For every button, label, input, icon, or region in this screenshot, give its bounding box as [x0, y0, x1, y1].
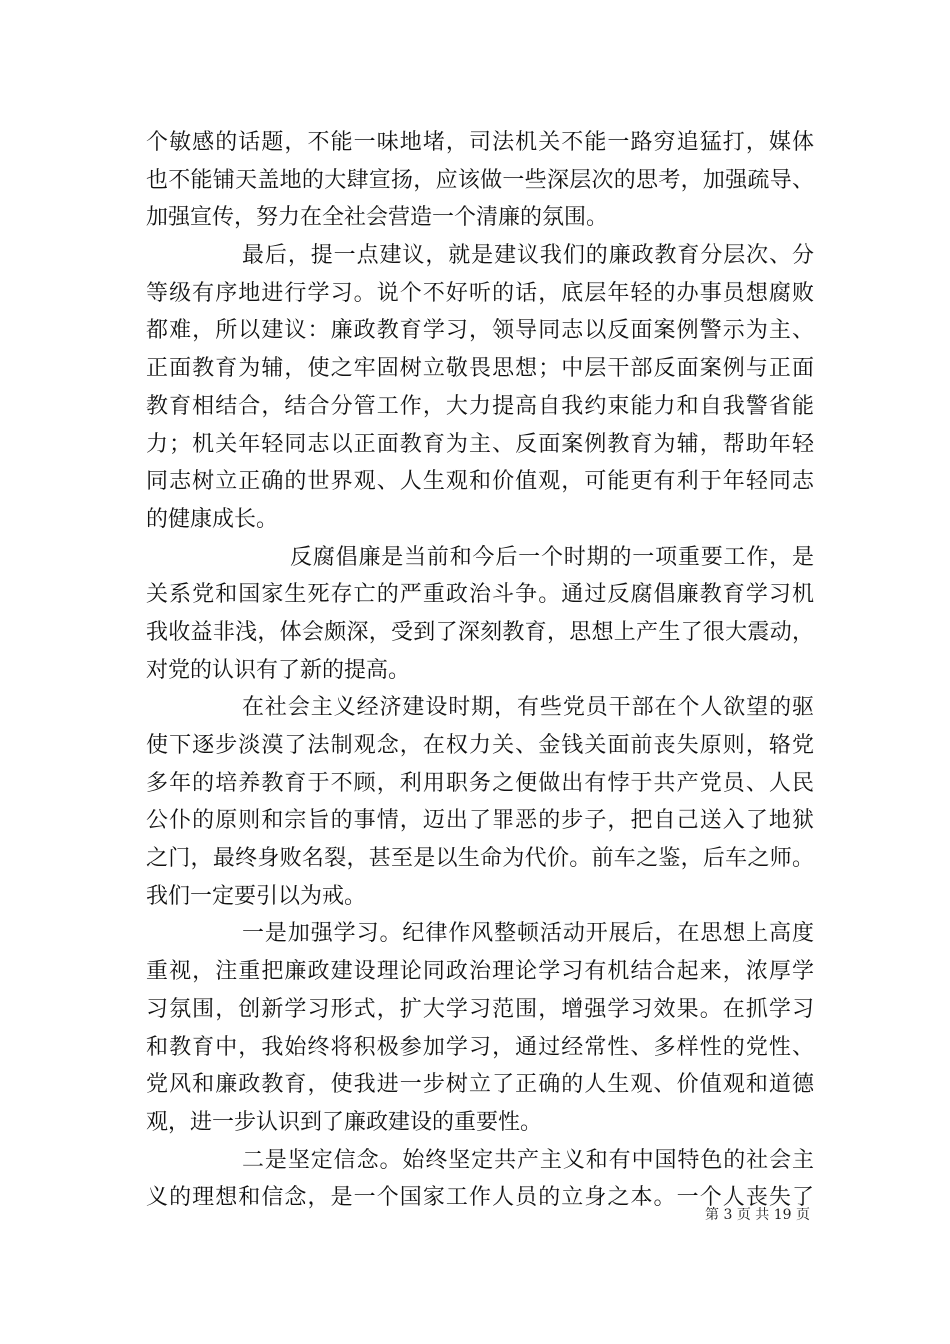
text-line: 党风和廉政教育，使我进一步树立了正确的人生观、价值观和道德 — [146, 1072, 814, 1098]
text-line: 的健康成长。 — [146, 506, 279, 532]
text-line: 和教育中，我始终将积极参加学习，通过经常性、多样性的党性、 — [146, 1034, 814, 1060]
text-line: 个敏感的话题，不能一味地堵，司法机关不能一路穷追猛打，媒体 — [146, 130, 814, 155]
paragraph-first-line: 一是加强学习。纪律作风整顿活动开展后，在思想上高度 — [242, 921, 814, 947]
page-number-footer — [600, 1205, 810, 1225]
text-line: 之门，最终身败名裂，甚至是以生命为代价。前车之鉴，后车之师。 — [146, 846, 814, 872]
text-line: 都难，所以建议：廉政教育学习，领导同志以反面案例警示为主、 — [146, 318, 814, 344]
text-line: 观，进一步认识到了廉政建设的重要性。 — [146, 1109, 543, 1135]
text-line: 正面教育为辅，使之牢固树立敬畏思想；中层干部反面案例与正面 — [146, 356, 814, 382]
text-line: 力；机关年轻同志以正面教育为主、反面案例教育为辅，帮助年轻 — [146, 431, 814, 457]
page-number-label: 第 3 页 共 19 页 — [705, 1207, 810, 1223]
text-line: 对党的认识有了新的提高。 — [146, 657, 411, 683]
paragraph-first-line: 二是坚定信念。始终坚定共产主义和有中国特色的社会主 — [242, 1147, 814, 1173]
text-line: 多年的培养教育于不顾，利用职务之便做出有悖于共产党员、人民 — [146, 770, 814, 796]
paragraph-first-line: 最后，提一点建议，就是建议我们的廉政教育分层次、分 — [242, 243, 814, 269]
text-line: 同志树立正确的世界观、人生观和价值观，可能更有利于年轻同志 — [146, 469, 814, 495]
text-line: 也不能铺天盖地的大肆宣扬，应该做一些深层次的思考，加强疏导、 — [146, 167, 814, 193]
text-line: 重视，注重把廉政建设理论同政治理论学习有机结合起来，浓厚学 — [146, 959, 814, 985]
paragraph-first-line: 在社会主义经济建设时期，有些党员干部在个人欲望的驱 — [242, 695, 814, 721]
document-body — [146, 124, 814, 1217]
text-line: 公仆的原则和宗旨的事情，迈出了罪恶的步子，把自己送入了地狱 — [146, 808, 814, 834]
text-line: 我收益非浅，体会颇深，受到了深刻教育，思想上产生了很大震动， — [146, 619, 814, 645]
text-line: 义的理想和信念，是一个国家工作人员的立身之本。一个人丧失了 — [146, 1185, 814, 1211]
text-line: 习氛围，创新学习形式，扩大学习范围，增强学习效果。在抓学习 — [146, 996, 814, 1022]
text-line: 我们一定要引以为戒。 — [146, 883, 367, 909]
text-line: 等级有序地进行学习。说个不好听的话，底层年轻的办事员想腐败 — [146, 280, 814, 306]
text-line: 加强宣传，努力在全社会营造一个清廉的氛围。 — [146, 205, 609, 231]
text-line: 教育相结合，结合分管工作，大力提高自我约束能力和自我警省能 — [146, 393, 814, 419]
text-line: 使下逐步淡漠了法制观念，在权力关、金钱关面前丧失原则，辂党 — [146, 733, 814, 758]
paragraph-first-line: 反腐倡廉是当前和今后一个时期的一项重要工作，是 — [290, 544, 814, 570]
text-line: 关系党和国家生死存亡的严重政治斗争。通过反腐倡廉教育学习机 — [146, 582, 814, 608]
